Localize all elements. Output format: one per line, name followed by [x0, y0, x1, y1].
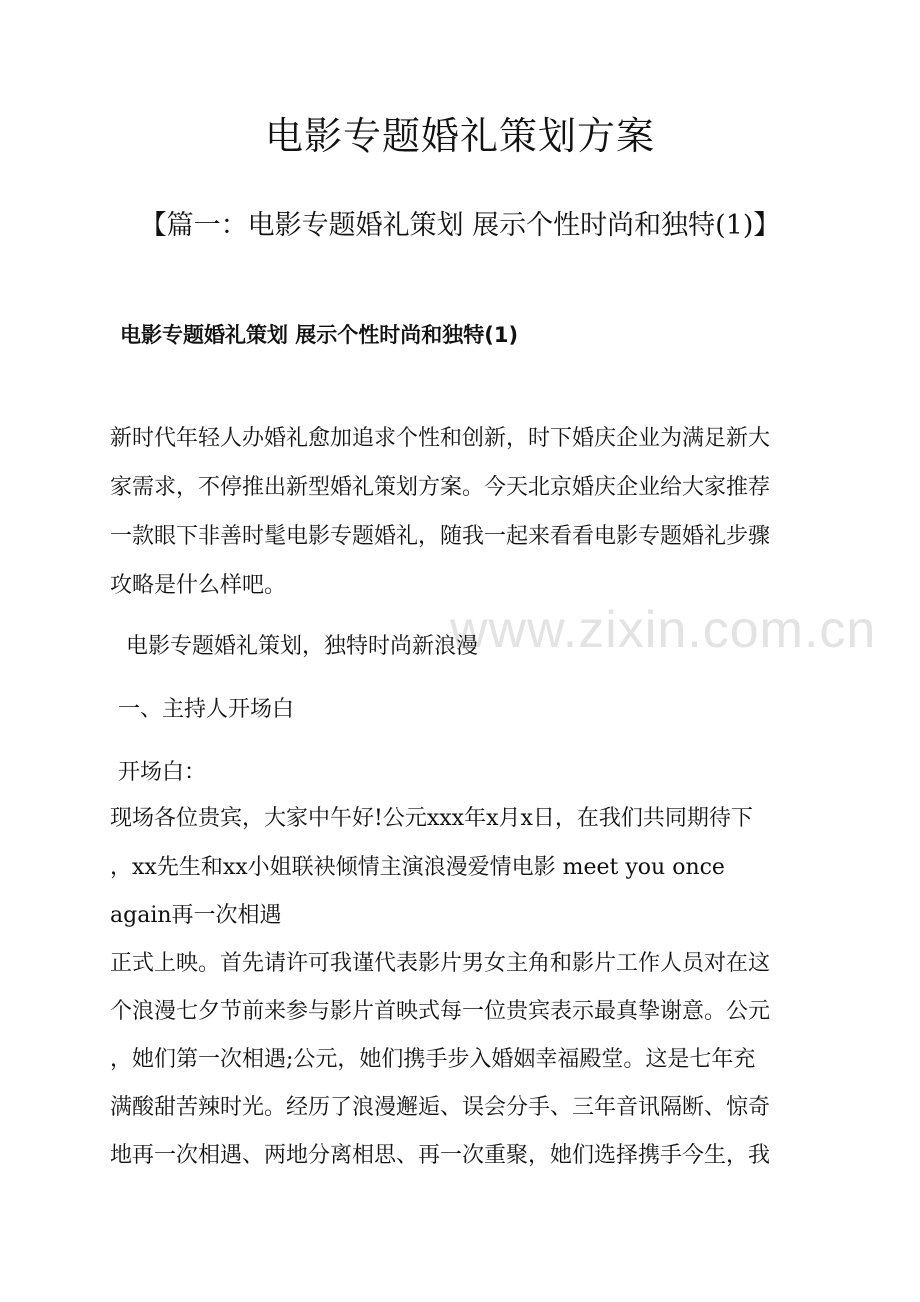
section-tagline: 电影专题婚礼策划，独特时尚新浪漫	[126, 634, 479, 659]
body-line: 正式上映。首先请许可我谨代表影片男女主角和影片工作人员对在这	[110, 951, 771, 976]
document-title: 电影专题婚礼策划方案	[264, 114, 655, 158]
body-line: ，她们第一次相遇;公元，她们携手步入婚姻幸福殿堂。这是七年充	[110, 1047, 756, 1072]
speech-line: ，xx先生和xx小姐联袂倾情主演浪漫爱情电影 meet you once	[110, 855, 725, 880]
watermark: www.zixin.com.cn	[450, 601, 877, 659]
section-heading: 电影专题婚礼策划 展示个性时尚和独特(1)	[120, 323, 519, 347]
speech-line: again再一次相遇	[110, 903, 282, 928]
intro-line: 攻略是什么样吧。	[110, 573, 287, 598]
body-line: 个浪漫七夕节前来参与影片首映式每一位贵宾表示最真挚谢意。公元	[110, 999, 771, 1024]
body-line: 地再一次相遇、两地分离相思、再一次重聚，她们选择携手今生，我	[110, 1143, 771, 1168]
body-line: 满酸甜苦辣时光。经历了浪漫邂逅、误会分手、三年音讯隔断、惊奇	[110, 1095, 771, 1120]
opening-label: 开场白：	[118, 760, 207, 785]
intro-line: 一款眼下非善时髦电影专题婚礼，随我一起来看看电影专题婚礼步骤	[110, 524, 771, 549]
speech-line: 现场各位贵宾，大家中午好!公元xxx年x月x日，在我们共同期待下	[110, 806, 753, 831]
intro-line: 家需求，不停推出新型婚礼策划方案。今天北京婚庆企业给大家推荐	[110, 475, 771, 500]
intro-line: 新时代年轻人办婚礼愈加追求个性和创新，时下婚庆企业为满足新大	[110, 426, 771, 451]
document-subtitle: 【篇一：电影专题婚礼策划 展示个性时尚和独特(1)】	[139, 210, 781, 241]
section-one-heading: 一、主持人开场白	[118, 697, 295, 722]
